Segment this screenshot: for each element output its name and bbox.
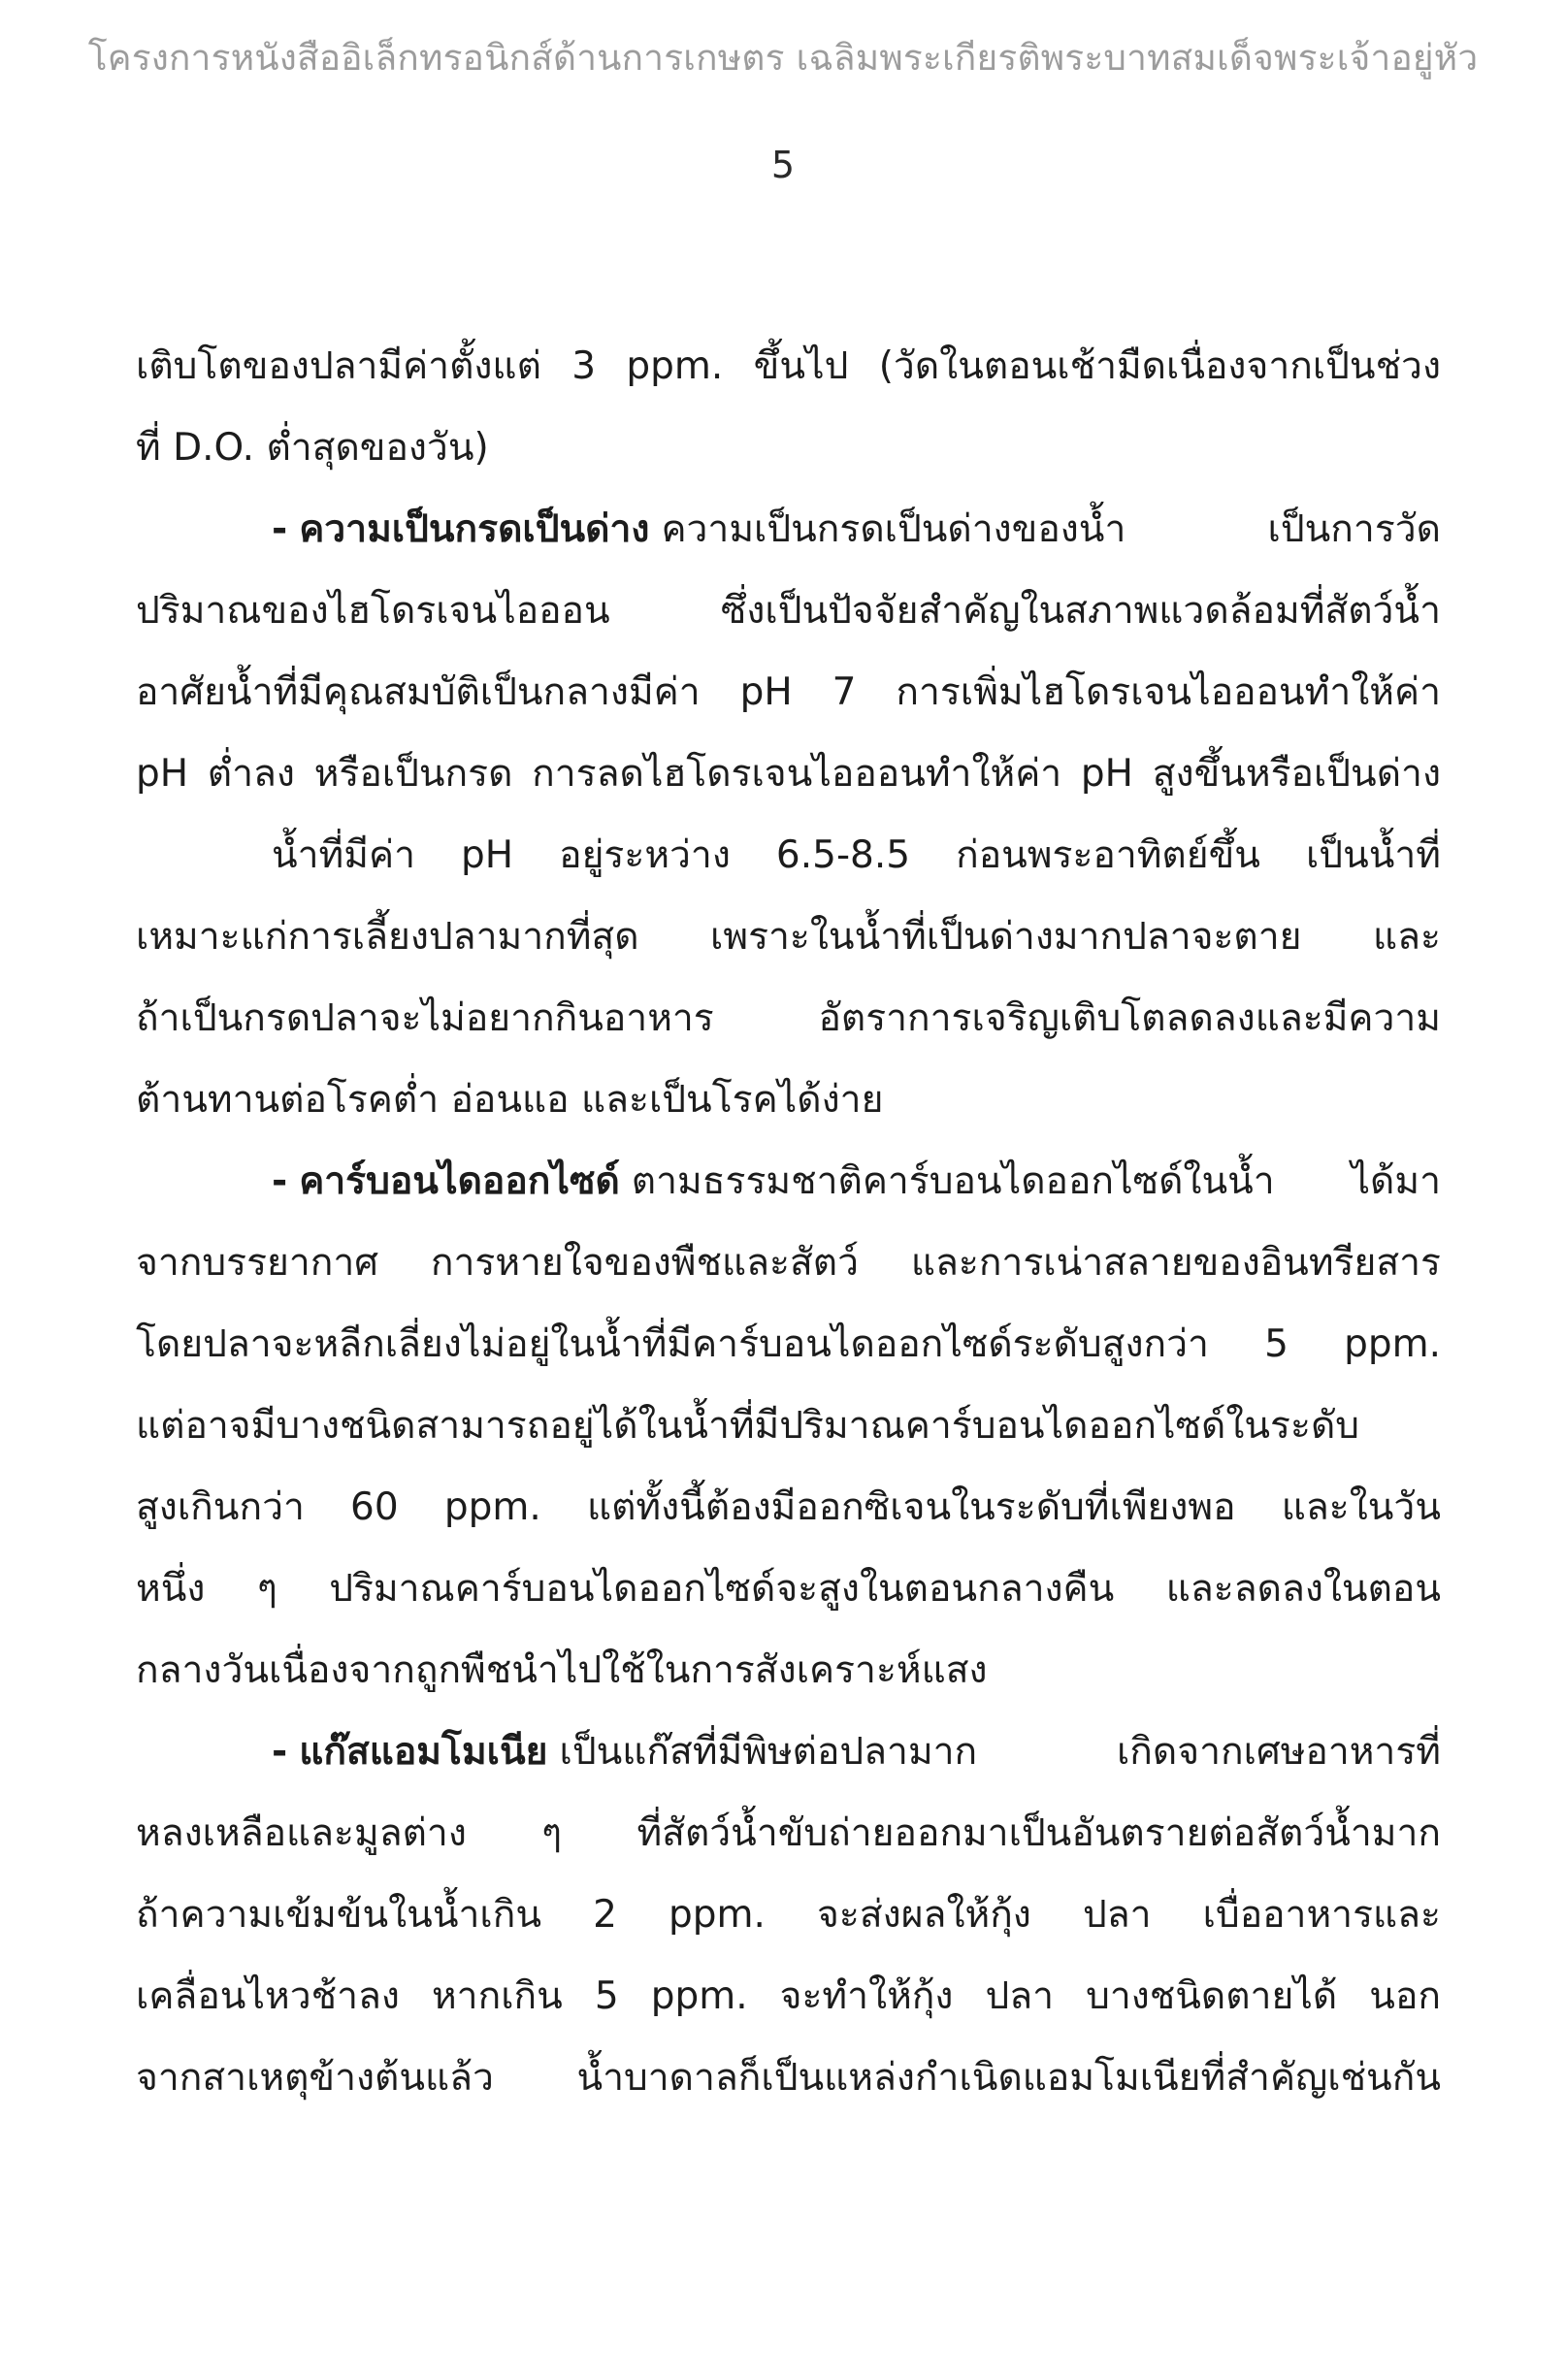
- bullet-dash: -: [272, 507, 288, 551]
- body-line: ที่ D.O. ต่ำสุดของวัน): [136, 426, 489, 470]
- body-line: ต้านทานต่อโรคต่ำ อ่อนแอ และเป็นโรคได้ง่าย: [136, 1078, 884, 1122]
- body-line: เติบโตของปลามีค่าตั้งแต่ 3 ppm. ขึ้นไป (วัดในตอนเช้ามืดเนื่องจากเป็นช่วง: [136, 344, 1441, 388]
- body-line: เหมาะแก่การเลี้ยงปลามากที่สุด เพราะในน้ำที่เป็นด่างมากปลาจะตาย และ: [136, 915, 1441, 959]
- body-line: หนึ่ง ๆ ปริมาณคาร์บอนไดออกไซด์จะสูงในตอนกลางคืน และลดลงในตอน: [136, 1567, 1441, 1611]
- section-text: ตามธรรมชาติคาร์บอนไดออกไซด์ในน้ำ ได้มา: [631, 1159, 1441, 1203]
- page-number: 5: [770, 144, 796, 186]
- section-heading-line: [136, 489, 1441, 571]
- body-line: อาศัยน้ำที่มีคุณสมบัติเป็นกลางมีค่า pH 7 การเพิ่มไฮโดรเจนไอออนทำให้ค่า: [136, 670, 1441, 714]
- section-term: คาร์บอนไดออกไซด์: [299, 1159, 620, 1203]
- running-header: โครงการหนังสืออิเล็กทรอนิกส์ด้านการเกษตร เฉลิมพระเกียรติพระบาทสมเด็จพระเจ้าอยู่หัว: [87, 37, 1479, 79]
- bullet-dash: -: [272, 1730, 288, 1774]
- body-line: ถ้าความเข้มข้นในน้ำเกิน 2 ppm. จะส่งผลให้กุ้ง ปลา เบื่ออาหารและ: [136, 1893, 1441, 1937]
- body-line: pH ต่ำลง หรือเป็นกรด การลดไฮโดรเจนไอออนทำให้ค่า pH สูงขึ้นหรือเป็นด่าง: [136, 752, 1441, 796]
- body-line: จากสาเหตุข้างต้นแล้ว น้ำบาดาลก็เป็นแหล่งกำเนิดแอมโมเนียที่สำคัญเช่นกัน: [136, 2056, 1441, 2100]
- section-term: แก๊สแอมโมเนีย: [299, 1730, 548, 1774]
- body-line: กลางวันเนื่องจากถูกพืชนำไปใช้ในการสังเคราะห์แสง: [136, 1648, 988, 1692]
- body-line: น้ำที่มีค่า pH อยู่ระหว่าง 6.5-8.5 ก่อนพระอาทิตย์ขึ้น เป็นน้ำที่: [272, 833, 1441, 877]
- body-line: ปริมาณของไฮโดรเจนไอออน ซึ่งเป็นปัจจัยสำคัญในสภาพแวดล้อมที่สัตว์น้ำ: [136, 589, 1441, 633]
- bullet-dash: -: [272, 1159, 288, 1203]
- body-text: [136, 326, 1441, 2119]
- section-heading-line: [136, 1712, 1441, 1793]
- section-heading-line: [136, 1141, 1441, 1223]
- body-line: โดยปลาจะหลีกเลี่ยงไม่อยู่ในน้ำที่มีคาร์บอนไดออกไซด์ระดับสูงกว่า 5 ppm.: [136, 1322, 1441, 1366]
- section-text: ความเป็นกรดเป็นด่างของน้ำ เป็นการวัด: [661, 507, 1441, 551]
- body-line: หลงเหลือและมูลต่าง ๆ ที่สัตว์น้ำขับถ่ายออกมาเป็นอันตรายต่อสัตว์น้ำมาก: [136, 1811, 1441, 1855]
- body-line: สูงเกินกว่า 60 ppm. แต่ทั้งนี้ต้องมีออกซิเจนในระดับที่เพียงพอ และในวัน: [136, 1485, 1441, 1529]
- body-line: เคลื่อนไหวช้าลง หากเกิน 5 ppm. จะทำให้กุ้ง ปลา บางชนิดตายได้ นอก: [136, 1974, 1441, 2018]
- body-line: แต่อาจมีบางชนิดสามารถอยู่ได้ในน้ำที่มีปริมาณคาร์บอนไดออกไซด์ในระดับ: [136, 1404, 1360, 1448]
- body-line: ถ้าเป็นกรดปลาจะไม่อยากกินอาหาร อัตราการเจริญเติบโตลดลงและมีความ: [136, 996, 1441, 1040]
- body-line: จากบรรยากาศ การหายใจของพืชและสัตว์ และการเน่าสลายของอินทรียสาร: [136, 1241, 1441, 1285]
- section-term: ความเป็นกรดเป็นด่าง: [299, 507, 650, 551]
- section-text: เป็นแก๊สที่มีพิษต่อปลามาก เกิดจากเศษอาหารที่: [559, 1730, 1441, 1774]
